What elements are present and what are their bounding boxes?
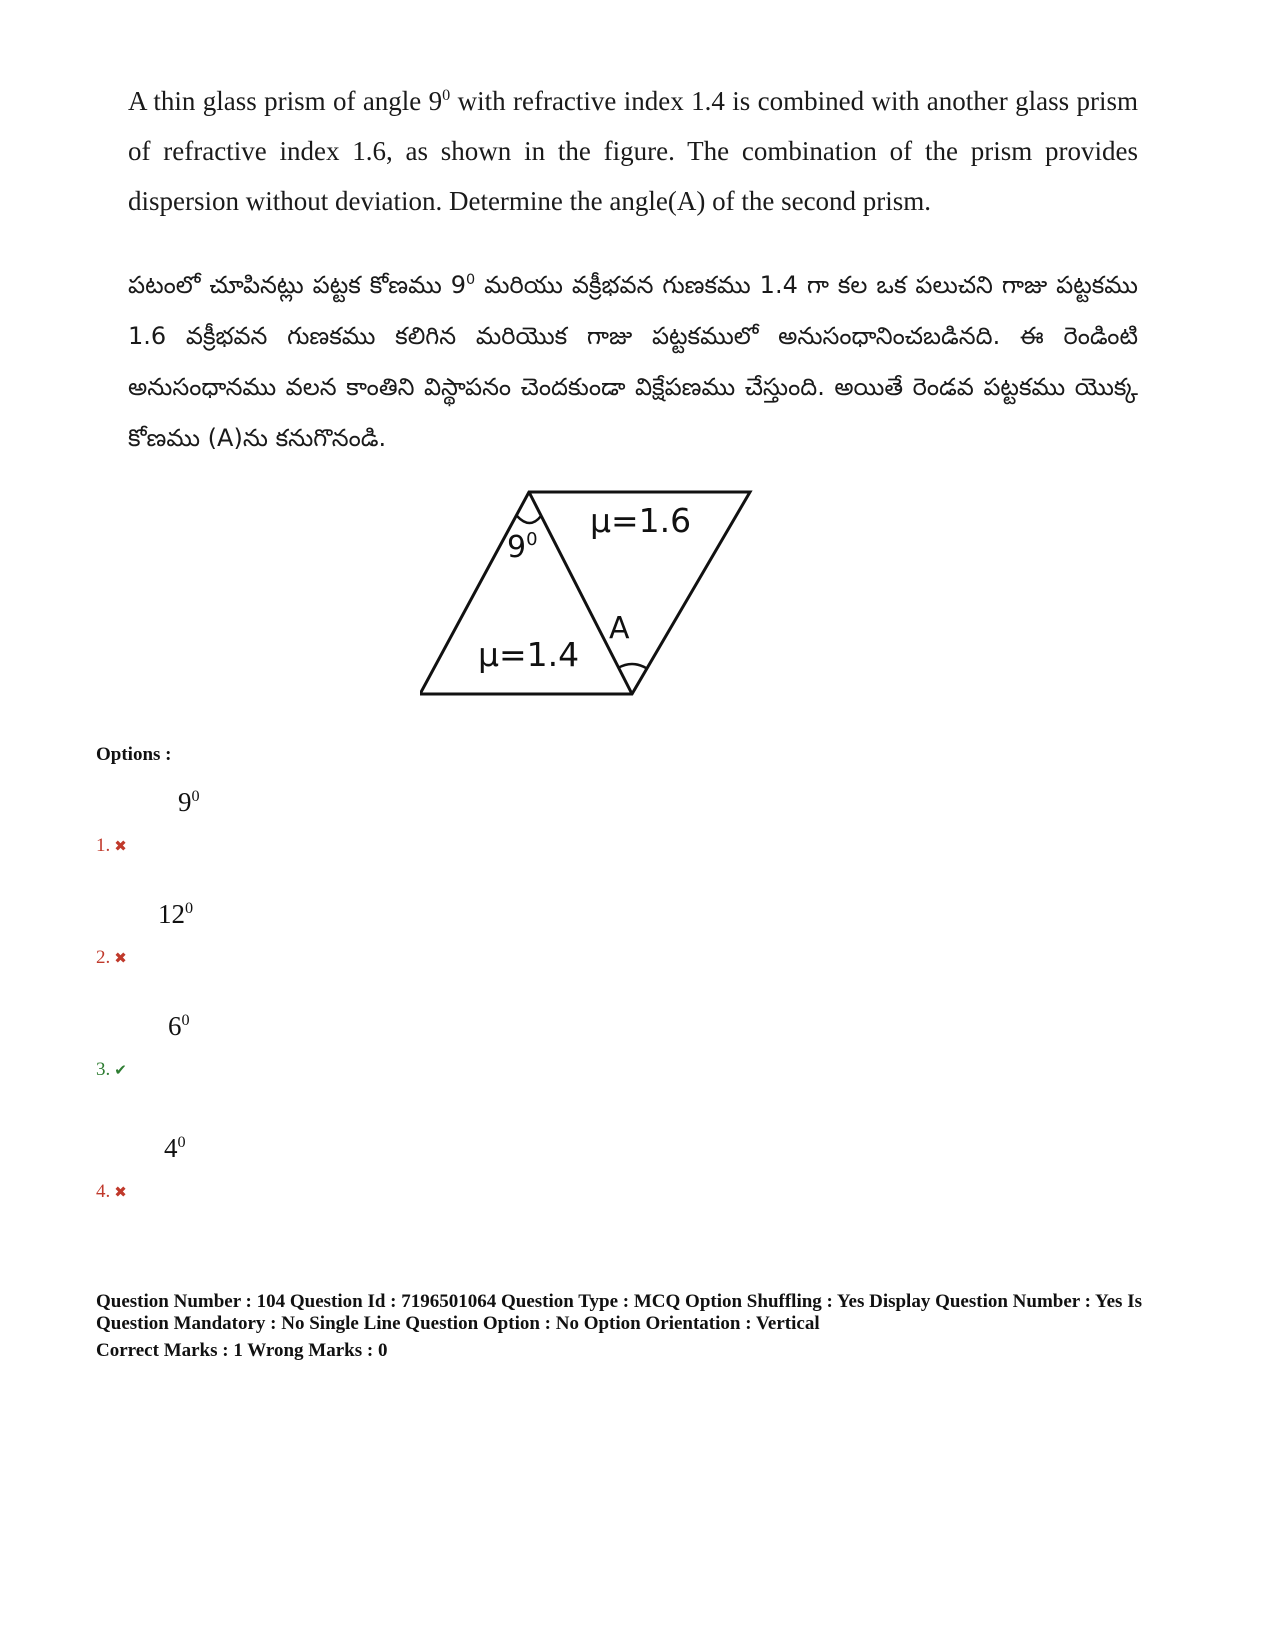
check-icon: ✔ [114,1061,127,1079]
question-english-post: with refractive index 1.4 is combined with another glass prism of refractive index 1.6, as shown in the figure. The combination of the prism provides dispersion without deviation. Determine the angle(A) of the second prism. [128,86,1138,216]
angle-arc-top [517,516,541,523]
option-4[interactable] [96,1133,496,1253]
question-english-pre: A thin glass prism of angle 9 [128,86,443,116]
angle-arc-bottom [618,664,646,668]
cross-icon: ✖ [114,837,127,855]
cross-icon: ✖ [114,949,127,967]
marks-line: Correct Marks : 1 Wrong Marks : 0 [96,1340,388,1361]
question-english-superscript: 0 [442,86,451,104]
question-telugu-pre: పటంలో చూపినట్లు పట్టక కోణము 9 [128,271,467,299]
question-text-english [128,76,1138,226]
angle-a-label: A [609,611,630,646]
mu-bottom-label: μ=1.4 [478,635,580,674]
question-telugu-superscript: 0 [466,272,476,288]
option-1[interactable] [96,787,496,907]
cross-icon: ✖ [114,1183,127,1201]
prism-figure [420,490,760,715]
question-text-telugu [128,260,1138,464]
option-number: 2. ✖ [96,947,127,968]
option-value: $4^0$ [164,1133,186,1163]
option-number: 3. ✔ [96,1059,127,1080]
question-metadata [96,1291,1186,1362]
option-value: $12^0$ [158,899,194,929]
option-number: 4. ✖ [96,1181,127,1202]
question-telugu-post: మరియు వక్రీభవన గుణకము 1.4 గా కల ఒక పలుచని గాజు పట్టకము 1.6 వక్రీభవన గుణకము కలిగిన మరియొక గాజు పట్టకములో అనుసంధానించబడినది. ఈ రెండింటి అనుసంధానము వలన కాంతిని విస్థాపనం చెందకుండా విక్షేపణము చేస్తుంది. అయితే రెండవ పట్టకము యొక్క కోణము (A)ను కనుగొనండి. [128,271,1138,452]
prism-outline [420,492,750,694]
option-number: 1. ✖ [96,835,127,856]
option-3[interactable] [96,1011,496,1131]
option-value: $6^0$ [168,1011,190,1041]
angle-label-9: $9^0$ [507,529,538,565]
option-2[interactable] [96,899,496,1019]
options-title: Options : [96,744,172,765]
metadata-line: Question Number : 104 Question Id : 7196501064 Question Type : MCQ Option Shuffling : Yes Display Question Number : Yes Is Question Mandatory : No Single Line Question Option : No Option Orientation : Vertical [96,1291,1142,1334]
option-value: $9^0$ [178,787,200,817]
mu-top-label: μ=1.6 [590,501,692,540]
